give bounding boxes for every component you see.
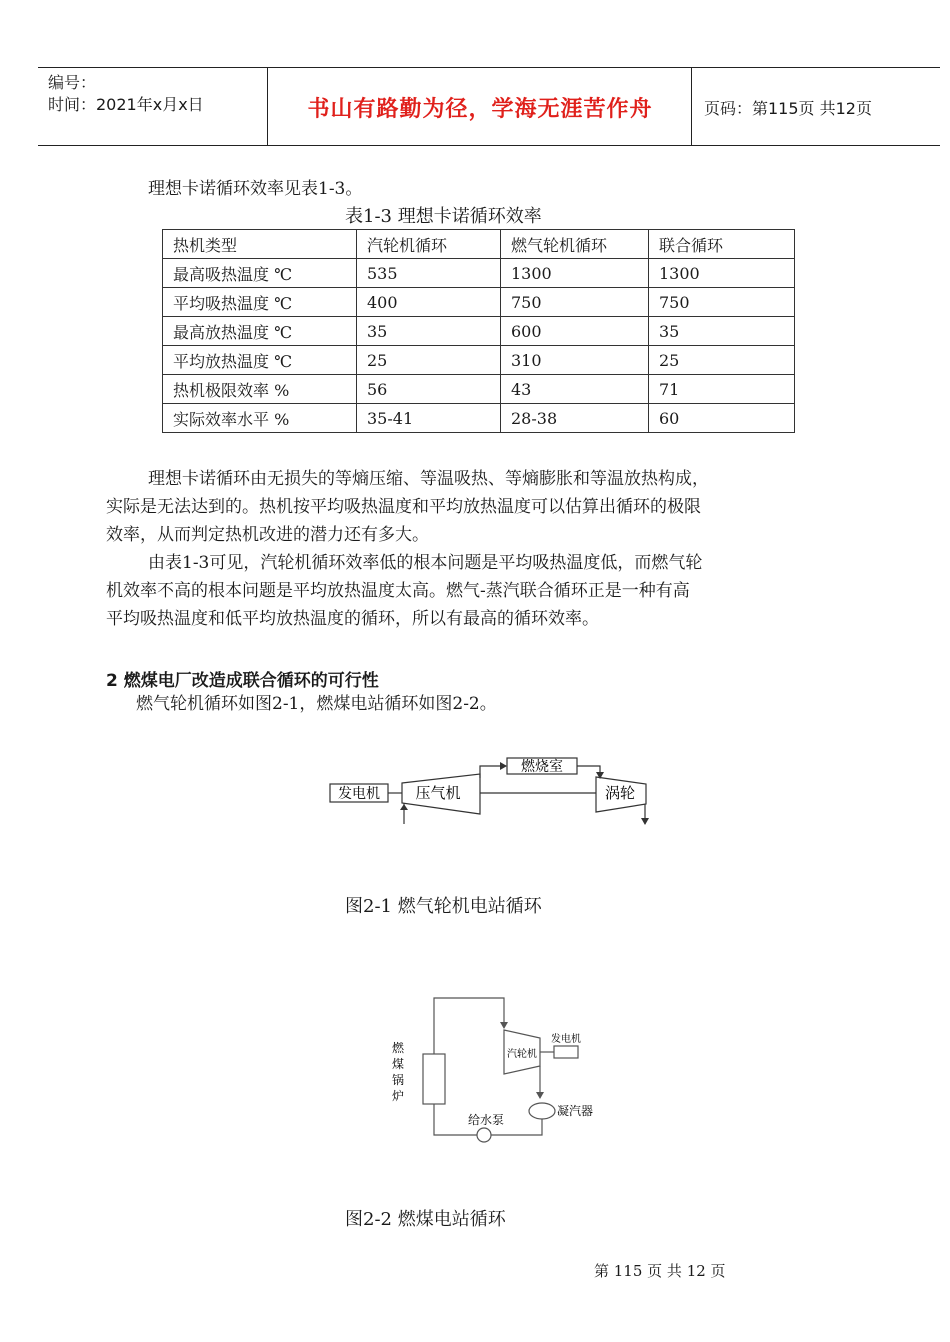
table-cell: 28-38 (501, 404, 649, 433)
steam-turbine-label: 汽轮机 (507, 1049, 537, 1060)
table-cell: 平均放热温度 ℃ (163, 346, 357, 375)
table-header-row (163, 230, 795, 259)
table-row (163, 288, 795, 317)
document-number-label: 编号： (48, 73, 97, 92)
table-intro: 理想卡诺循环效率见表1-3。 (148, 179, 363, 199)
table-row (163, 404, 795, 433)
table-cell: 35 (357, 317, 501, 346)
table-cell: 535 (357, 259, 501, 288)
table-cell: 实际效率水平 % (163, 404, 357, 433)
table-caption: 表1-3 理想卡诺循环效率 (345, 206, 542, 227)
header-divider (267, 68, 268, 145)
boiler-label-char: 燃 (392, 1041, 405, 1055)
table-cell: 1300 (649, 259, 795, 288)
paragraph-line: 效率，从而判定热机改进的潜力还有多大。 (106, 525, 429, 545)
table-row (163, 317, 795, 346)
boiler-label-char: 炉 (392, 1089, 405, 1103)
air-inlet-arrow (400, 804, 408, 810)
table-cell: 25 (357, 346, 501, 375)
turbine-label: 涡轮 (604, 784, 636, 802)
boiler-label-char: 锅 (392, 1073, 405, 1087)
generator-box (554, 1046, 578, 1058)
steam-arrow (500, 1022, 508, 1029)
combustor-label: 燃烧室 (521, 759, 563, 775)
carnot-efficiency-table (162, 229, 795, 433)
boiler-label-char: 煤 (392, 1057, 405, 1071)
table-cell: 71 (649, 375, 795, 404)
table-header-cell: 联合循环 (649, 230, 795, 259)
paragraph-line: 机效率不高的根本问题是平均放热温度太高。燃气-蒸汽联合循环正是一种有高 (106, 581, 690, 601)
condenser-shape (529, 1103, 555, 1119)
table-cell: 平均吸热温度 ℃ (163, 288, 357, 317)
table-cell: 750 (501, 288, 649, 317)
table-cell: 最高放热温度 ℃ (163, 317, 357, 346)
exhaust-arrow (641, 818, 649, 825)
table-cell: 310 (501, 346, 649, 375)
table-cell: 热机极限效率 % (163, 375, 357, 404)
table-cell: 750 (649, 288, 795, 317)
boiler-label (392, 1040, 408, 1103)
header-divider (691, 68, 692, 145)
coal-plant-diagram (380, 990, 620, 1150)
table-cell: 35 (649, 317, 795, 346)
table-header-cell: 燃气轮机循环 (501, 230, 649, 259)
paragraph-line: 实际是无法达到的。热机按平均吸热温度和平均放热温度可以估算出循环的极限 (106, 497, 701, 517)
table-row (163, 346, 795, 375)
generator-label: 发电机 (338, 786, 380, 802)
table-header-cell: 热机类型 (163, 230, 357, 259)
paragraph-line: 理想卡诺循环由无损失的等熵压缩、等温吸热、等熵膨胀和等温放热构成， (148, 469, 709, 489)
header-page-label: 页码：第115页 共12页 (704, 99, 872, 118)
table-cell: 60 (649, 404, 795, 433)
table-cell: 1300 (501, 259, 649, 288)
gas-turbine-diagram (320, 750, 660, 830)
feed-pump-label: 给水泵 (468, 1113, 505, 1127)
table-cell: 25 (649, 346, 795, 375)
table-cell: 最高吸热温度 ℃ (163, 259, 357, 288)
paragraph-line: 由表1-3可见，汽轮机循环效率低的根本问题是平均吸热温度低，而燃气轮 (148, 553, 703, 573)
generator-label: 发电机 (551, 1034, 581, 1045)
page-footer: 第 115 页 共 12 页 (594, 1262, 726, 1280)
header-motto: 书山有路勤为径，学海无涯苦作舟 (307, 97, 653, 122)
table-cell: 43 (501, 375, 649, 404)
document-time-label: 时间：2021年x月x日 (48, 95, 204, 114)
boiler-box (423, 1054, 445, 1104)
table-cell: 56 (357, 375, 501, 404)
section-heading: 2 燃煤电厂改造成联合循环的可行性 (106, 671, 379, 691)
figure-caption: 图2-1 燃气轮机电站循环 (345, 896, 542, 917)
table-row (163, 375, 795, 404)
table-cell: 600 (501, 317, 649, 346)
table-header-cell: 汽轮机循环 (357, 230, 501, 259)
steam-line (434, 998, 504, 1054)
exhaust-steam-arrow (536, 1092, 544, 1099)
table-cell: 400 (357, 288, 501, 317)
figure-caption: 图2-2 燃煤电站循环 (345, 1209, 506, 1230)
condenser-label: 凝汽器 (557, 1104, 594, 1118)
compressor-label: 压气机 (415, 784, 461, 802)
compressed-air-arrow (500, 762, 507, 770)
header-meta (48, 72, 204, 116)
feed-pump-shape (477, 1128, 491, 1142)
table-row (163, 259, 795, 288)
paragraph-line: 平均吸热温度和低平均放热温度的循环，所以有最高的循环效率。 (106, 609, 599, 629)
table-cell: 35-41 (357, 404, 501, 433)
section-intro: 燃气轮机循环如图2-1，燃煤电站循环如图2-2。 (136, 694, 497, 714)
page-header (38, 67, 940, 146)
